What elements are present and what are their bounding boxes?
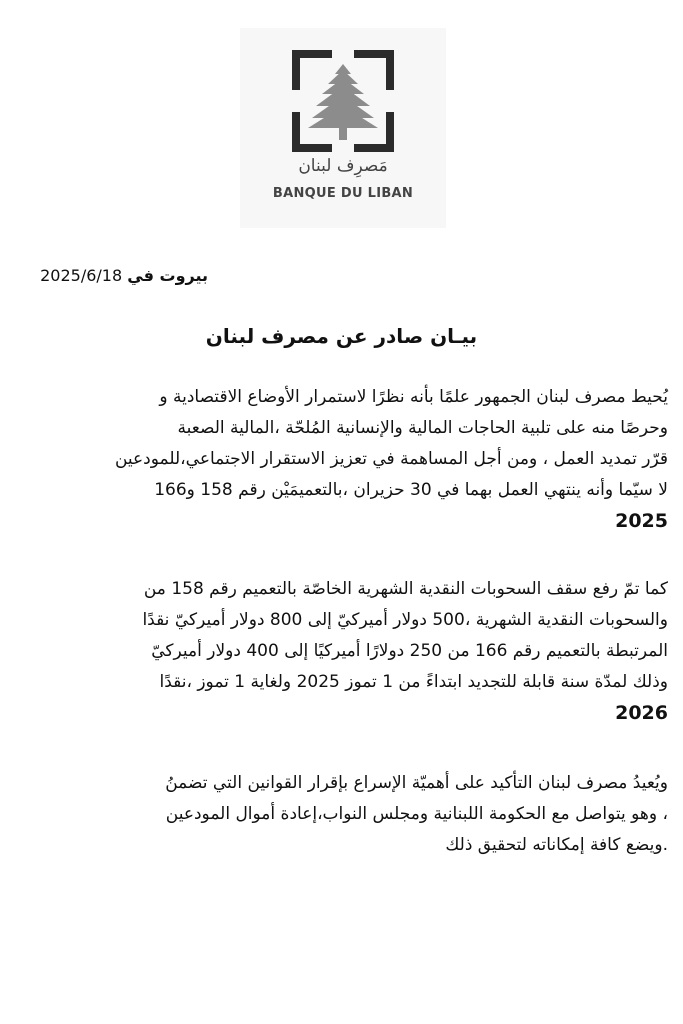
logo-latin-name: BANQUE DU LIBAN bbox=[272, 186, 414, 201]
paragraph-1 bbox=[14, 382, 668, 537]
paragraph-line: يُحيط مصرف لبنان الجمهور علمًا بأنه نظرًا لاستمرار الأوضاع الاقتصادية و bbox=[159, 387, 668, 407]
paragraph-3 bbox=[14, 768, 668, 861]
logo-arabic-name: مَصرِف لبنان bbox=[298, 156, 388, 176]
date-value: 2025/6/18 bbox=[40, 266, 123, 285]
document-date bbox=[18, 266, 208, 285]
paragraph-line: والسحوبات النقدية الشهرية ،500 دولار أميركيّ إلى 800 دولار أميركيّ نقدًا bbox=[142, 610, 668, 630]
paragraph-line: .ويضع كافة إمكاناته لتحقيق ذلك bbox=[445, 835, 668, 855]
paragraph-line: المرتبطة بالتعميم رقم 166 من 250 دولارًا أميركيًا إلى 400 دولار أميركيّ bbox=[151, 641, 668, 661]
paragraph-line: 2025 bbox=[615, 510, 668, 532]
paragraph-line: ويُعيدُ مصرف لبنان التأكيد على أهميّة الإسراع بإقرار القوانين التي تضمنُ bbox=[165, 773, 668, 793]
paragraph-line: كما تمّ رفع سقف السحوبات النقدية الشهرية الخاصّة بالتعميم رقم 158 من bbox=[143, 579, 668, 599]
paragraph-line: وذلك لمدّة سنة قابلة للتجديد ابتداءً من 1 تموز 2025 ولغاية 1 تموز ،نقدًا bbox=[159, 672, 668, 692]
bank-logo bbox=[240, 28, 446, 228]
paragraph-line: 2026 bbox=[615, 702, 668, 724]
paragraph-line: وحرصًا منه على تلبية الحاجات المالية والإنسانية المُلحّة ،المالية الصعبة bbox=[177, 418, 668, 438]
paragraph-line: قرّر تمديد العمل ، ومن أجل المساهمة في تعزيز الاستقرار الاجتماعي،للمودعين bbox=[114, 449, 668, 469]
cedar-tree-icon bbox=[292, 50, 394, 152]
paragraph-2 bbox=[14, 574, 668, 729]
paragraph-line: لا سيّما وأنه ينتهي العمل بهما في 30 حزيران ،بالتعميمَيْن رقم 158 و166 bbox=[154, 480, 668, 500]
date-city-prefix: بيروت في bbox=[127, 266, 208, 285]
page-title: بيـان صادر عن مصرف لبنان bbox=[205, 324, 478, 348]
paragraph-line: ، وهو يتواصل مع الحكومة اللبنانية ومجلس النواب،إعادة أموال المودعين bbox=[165, 804, 668, 824]
